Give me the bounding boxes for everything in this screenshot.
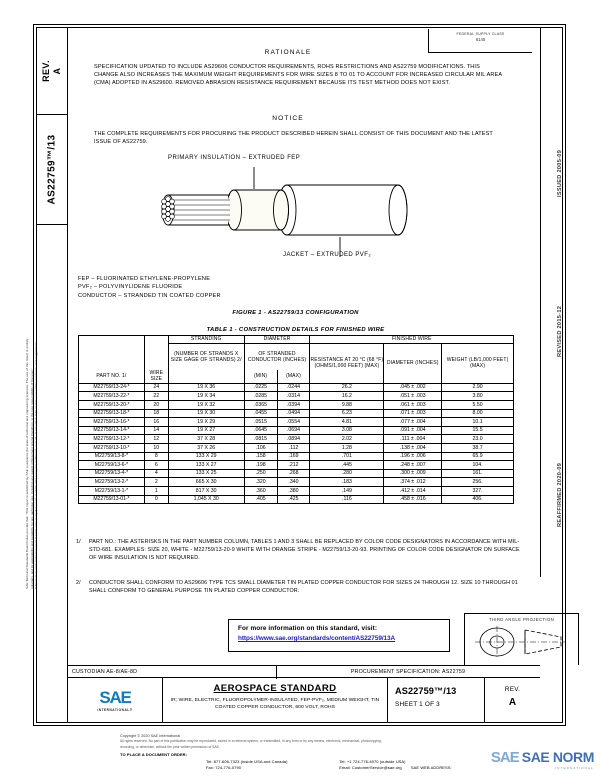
cell-part-no: M22759/13-1-* xyxy=(79,486,145,495)
standard-number: AS22759™/13 xyxy=(395,686,457,696)
table-row xyxy=(79,443,514,452)
watermark-subtitle: INTERNATIONAL xyxy=(555,766,594,770)
th-wire-size-spacer xyxy=(144,336,168,371)
cell-diameter-min: .106 xyxy=(244,443,277,452)
cell-weight: 5.50 xyxy=(442,401,514,410)
cell-wire-size: 12 xyxy=(144,435,168,444)
left-tab-column xyxy=(36,27,68,723)
cell-stranding: 133 X 29 xyxy=(168,452,244,461)
cell-diameter-min: .360 xyxy=(244,486,277,495)
th-diameter: OF STRANDED CONDUCTOR (INCHES) xyxy=(244,344,310,371)
cell-wire-size: 14 xyxy=(144,426,168,435)
order-web-label: SAE WEB ADDRESS: xyxy=(410,764,452,770)
cell-finished-diameter: .138 ± .004 xyxy=(384,443,442,452)
cell-wire-size: 18 xyxy=(144,409,168,418)
aerospace-standard-heading: AEROSPACE STANDARD xyxy=(213,683,337,694)
th-part-no: PART NO. 1/ xyxy=(79,370,145,383)
cell-wire-size: 22 xyxy=(144,392,168,401)
cell-wire-size: 24 xyxy=(144,383,168,392)
cell-wire-size: 4 xyxy=(144,469,168,478)
table-row xyxy=(79,409,514,418)
cell-weight: 256. xyxy=(442,478,514,487)
cell-part-no: M22759/13-4-* xyxy=(79,469,145,478)
cell-weight: 65.9 xyxy=(442,452,514,461)
fsc-value: 6145 xyxy=(475,37,486,42)
th-part-no-spacer xyxy=(79,336,145,371)
sheet-number: SHEET 1 OF 3 xyxy=(395,701,440,708)
rights-line-1: All rights reserved. No part of this publication may be reproduced, stored in a retrieval system, or transmitted, in any form or by any means, electronic, mechanical, photocopying, xyxy=(120,739,382,743)
cell-weight: 15.5 xyxy=(442,426,514,435)
cell-diameter-max: .0244 xyxy=(277,383,310,392)
cell-resistance: .149 xyxy=(310,486,384,495)
table-row xyxy=(79,486,514,495)
revision-value: A xyxy=(508,697,517,708)
cell-finished-diameter: .111 ± .004 xyxy=(384,435,442,444)
sae-logo-mark: SAE xyxy=(99,688,131,707)
cell-diameter-min: .0645 xyxy=(244,426,277,435)
cell-resistance: .116 xyxy=(310,495,384,504)
disclaimer-line-3: SAE reviews each technical report at least once every five years at which time it may be reaffirmed, revised, or cancelled. SAE invites your written comments and suggestions. xyxy=(34,341,39,589)
cell-diameter-min: .250 xyxy=(244,469,277,478)
custodian-label: CUSTODIAN AE-8/AE-8D xyxy=(72,668,138,675)
rationale-body: SPECIFICATION UPDATED TO INCLUDE AS29606 CONDUCTOR REQUIREMENTS, ROHS RESTRICTIONS AND AS22759 MODIFICATIONS. THIS CHANGE ALSO INCREASES THE MAXIMUM WEIGHT REQUIREMENTS FOR WIRE SIZES 8 TO 01 TO ACCOUNT FOR INCREASED CIRCULAR MIL AREA (CMA) ADOPTED IN AS29600. REMOVED ABRASION RESISTANCE REQUIREMENT BECAUSE ITS TEST METHOD DOES NOT EXIST. xyxy=(94,64,502,87)
more-information-label: For more information on this standard, visit: xyxy=(238,625,378,632)
cell-finished-diameter: .248 ± .007 xyxy=(384,461,442,470)
cell-diameter-min: .405 xyxy=(244,495,277,504)
watermark-mark: SAE xyxy=(490,749,519,766)
th-stranding: (NUMBER OF STRANDS X SIZE GAGE OF STRANDS) 2/ xyxy=(168,344,244,371)
cell-part-no: M22759/13-14-* xyxy=(79,426,145,435)
cell-stranding: 37 X 28 xyxy=(168,435,244,444)
cell-resistance: 9.88 xyxy=(310,401,384,410)
fsc-label: FEDERAL SUPPLY CLASS xyxy=(456,32,505,36)
cell-resistance: 26.2 xyxy=(310,383,384,392)
cell-weight: 8.00 xyxy=(442,409,514,418)
cell-diameter-min: .158 xyxy=(244,452,277,461)
cell-diameter-min: .0455 xyxy=(244,409,277,418)
figure-label-jacket: JACKET – EXTRUDED PVF₂ xyxy=(283,252,372,258)
third-angle-projection-label: THIRD ANGLE PROJECTION xyxy=(488,617,555,622)
table-row xyxy=(79,435,514,444)
aerospace-standard-subtitle: IR; WIRE, ELECTRIC, FLUOROPOLYMER-INSULATED, FEP-PVF₂, MEDIUM WEIGHT, TIN COATED COPPER CONDUCTOR, 600 VOLT, ROHS xyxy=(170,698,380,711)
th-wire-size: WIRE SIZE xyxy=(144,370,168,383)
cell-weight: 406. xyxy=(442,495,514,504)
cell-weight: 38.7 xyxy=(442,443,514,452)
cell-finished-diameter: .077 ± .004 xyxy=(384,418,442,427)
figure-caption: FIGURE 1 - AS22759/13 CONFIGURATION xyxy=(232,310,359,316)
cell-weight: 23.0 xyxy=(442,435,514,444)
revision-reaffirmed: REAFFIRMED 2020-09 xyxy=(557,462,563,527)
tab-rev-label: REV. xyxy=(40,59,51,82)
cell-weight: 2.90 xyxy=(442,383,514,392)
th-diameter-max: (MAX) xyxy=(277,370,310,383)
cell-stranding: 665 X 30 xyxy=(168,478,244,487)
cell-finished-diameter: .412 ± .014 xyxy=(384,486,442,495)
cell-resistance: .183 xyxy=(310,478,384,487)
standard-number-cell xyxy=(388,678,485,723)
cell-diameter-min: .0515 xyxy=(244,418,277,427)
footnote-1-text: PART NO.: THE ASTERISKS IN THE PART NUMBER COLUMN, TABLES 1 AND 3 SHALL BE REPLACED BY COLOR CODE DESIGNATORS IN ACCORDANCE WITH MIL-STD-681. EXAMPLES: SIZE 20, WHITE - M22759/13-20-9 WHITE WITH ORANGE STRIPE - M22759/13-20-93. PRINTING OF COLOR CODE DESIGNATOR ON SURFACE OF WIRE INSULATION IS NOT REQUIRED. xyxy=(89,539,520,561)
table-construction-details xyxy=(78,335,514,504)
more-information-box xyxy=(228,619,450,652)
tab-part-number xyxy=(36,115,68,225)
cell-diameter-min: .0815 xyxy=(244,435,277,444)
cell-weight: 327. xyxy=(442,486,514,495)
cell-weight: 104. xyxy=(442,461,514,470)
figure-wire-configuration xyxy=(68,155,540,333)
rights-line-2: recording, or otherwise, without the prior written permission of SAE. xyxy=(120,744,220,749)
figure-label-primary-insulation: PRIMARY INSULATION – EXTRUDED FEP xyxy=(168,155,301,161)
table-row xyxy=(79,461,514,470)
cell-diameter-min: .0225 xyxy=(244,383,277,392)
cell-stranding: 19 X 34 xyxy=(168,392,244,401)
cell-resistance: 3.08 xyxy=(310,426,384,435)
table-row xyxy=(79,383,514,392)
order-email: Email: CustomerService@sae.org xyxy=(339,764,402,770)
cell-diameter-max: .169 xyxy=(277,452,310,461)
cell-stranding: 19 X 32 xyxy=(168,401,244,410)
table-row xyxy=(79,418,514,427)
cell-weight: 3.80 xyxy=(442,392,514,401)
cell-wire-size: 6 xyxy=(144,461,168,470)
cell-finished-diameter: .051 ± .003 xyxy=(384,392,442,401)
cell-wire-size: 1 xyxy=(144,486,168,495)
cell-stranding: 133 X 25 xyxy=(168,469,244,478)
cell-stranding: 19 X 30 xyxy=(168,409,244,418)
tab-part-number-text: AS22759™/13 xyxy=(46,134,58,205)
cell-diameter-min: .0285 xyxy=(244,392,277,401)
cell-part-no: M22759/13-24-* xyxy=(79,383,145,392)
notice-heading: NOTICE xyxy=(272,115,304,122)
cell-diameter-max: .212 xyxy=(277,461,310,470)
th-fw-diameter: DIAMETER (INCHES) xyxy=(384,344,442,384)
legend-item-conductor: CONDUCTOR – STRANDED TIN COATED COPPER xyxy=(78,292,221,299)
cell-stranding: 1,045 X 30 xyxy=(168,495,244,504)
footnote-1 xyxy=(76,539,528,563)
cell-resistance: .445 xyxy=(310,461,384,470)
cell-weight: 161. xyxy=(442,469,514,478)
cell-part-no: M22759/13-22-* xyxy=(79,392,145,401)
table-caption: TABLE 1 - CONSTRUCTION DETAILS FOR FINISHED WIRE xyxy=(206,327,385,333)
tab-rev-value: A xyxy=(51,67,62,74)
title-block xyxy=(68,665,540,723)
cell-finished-diameter: .374 ± .012 xyxy=(384,478,442,487)
copyright-line: Copyright © 2020 SAE International xyxy=(120,734,181,738)
procurement-spec-label: PROCUREMENT SPECIFICATION: AS22759 xyxy=(350,668,466,675)
cell-resistance: .280 xyxy=(310,469,384,478)
cell-diameter-max: .112 xyxy=(277,443,310,452)
table-row xyxy=(79,452,514,461)
footnote-1-number: 1/ xyxy=(76,539,81,545)
cell-diameter-max: .0694 xyxy=(277,426,310,435)
table-row xyxy=(79,392,514,401)
cell-part-no: M22759/13-18-* xyxy=(79,409,145,418)
order-tel-usa: Tel: 877-606-7323 (inside USA and Canada) xyxy=(206,758,288,764)
cell-resistance: 16.2 xyxy=(310,392,384,401)
legend-item-pvf2: PVF₂ – POLYVINYLIDENE FLUORIDE xyxy=(78,284,183,291)
title-block-row-lower xyxy=(68,678,540,723)
order-info xyxy=(120,752,480,771)
cell-stranding: 817 X 30 xyxy=(168,486,244,495)
cell-part-no: M22759/13-8-* xyxy=(79,452,145,461)
table-row xyxy=(79,401,514,410)
third-angle-projection-symbol xyxy=(465,622,578,660)
th-resistance: RESISTANCE AT 20 °C (68 °F) (OHMS/1,000 FEET) (MAX) xyxy=(310,344,384,384)
tab-revision xyxy=(36,27,68,115)
cell-finished-diameter: .061 ± .003 xyxy=(384,401,442,410)
disclaimer-line-1: SAE Technical Standards Board Rules provide that: “This report is published by SAE to advance the state of technical and engineering sciences. The use of this report is entirely xyxy=(25,338,30,589)
sae-logo-subtitle: INTERNATIONAL® xyxy=(97,708,133,712)
cell-wire-size: 0 xyxy=(144,495,168,504)
cell-wire-size: 2 xyxy=(144,478,168,487)
th-stranding-cont xyxy=(168,370,244,383)
cell-diameter-max: .380 xyxy=(277,486,310,495)
watermark-text: SAE NORM xyxy=(521,749,594,765)
cell-finished-diameter: .300 ± .009 xyxy=(384,469,442,478)
cell-resistance: 4.81 xyxy=(310,418,384,427)
th-group-stranding: STRANDING xyxy=(168,336,244,344)
cell-part-no: M22759/13-10-* xyxy=(79,443,145,452)
notice-body: THE COMPLETE REQUIREMENTS FOR PROCURING THE PRODUCT DESCRIBED HEREIN SHALL CONSIST OF THIS DOCUMENT AND THE LATEST ISSUE OF AS22759. xyxy=(94,131,493,146)
revision-cell xyxy=(485,678,540,723)
th-group-diameter: DIAMETER xyxy=(244,336,310,344)
table-row xyxy=(79,478,514,487)
cell-diameter-max: .340 xyxy=(277,478,310,487)
th-group-finished-wire: FINISHED WIRE xyxy=(310,336,514,344)
cell-diameter-max: .0894 xyxy=(277,435,310,444)
cell-part-no: M22759/13-2-* xyxy=(79,478,145,487)
revision-issued: ISSUED 2005-09 xyxy=(557,149,563,197)
cell-resistance: 6.23 xyxy=(310,409,384,418)
cell-wire-size: 16 xyxy=(144,418,168,427)
order-label: TO PLACE A DOCUMENT ORDER: xyxy=(120,752,188,758)
cell-weight: 10.1 xyxy=(442,418,514,427)
cell-stranding: 133 X 27 xyxy=(168,461,244,470)
cell-finished-diameter: .071 ± .003 xyxy=(384,409,442,418)
rationale-heading: RATIONALE xyxy=(264,49,312,56)
cell-resistance: 1.28 xyxy=(310,443,384,452)
order-tel-intl: Tel: +1 724-776-4970 (outside USA) xyxy=(339,758,406,764)
sae-logo xyxy=(84,689,146,712)
cell-wire-size: 8 xyxy=(144,452,168,461)
th-weight: WEIGHT (LB/1,000 FEET) (MAX) xyxy=(442,344,514,384)
order-fax: Fax: 724-776-0790 xyxy=(206,764,242,770)
wire-cutaway-drawing xyxy=(68,163,540,283)
table-row xyxy=(79,495,514,504)
standard-url-link[interactable]: https://www.sae.org/standards/content/AS22759/13A xyxy=(238,635,396,642)
cell-part-no: M22759/13-01-* xyxy=(79,495,145,504)
disclaimer-line-2: voluntary, and its applicability and suitability for any particular use, including any patent infringement arising therefrom, is the sole responsibility of the user.” xyxy=(29,368,34,589)
cell-stranding: 19 X 29 xyxy=(168,418,244,427)
cell-diameter-min: .198 xyxy=(244,461,277,470)
cell-stranding: 19 X 36 xyxy=(168,383,244,392)
footnote-2-number: 2/ xyxy=(76,580,81,586)
cell-part-no: M22759/13-12-* xyxy=(79,435,145,444)
table-row xyxy=(79,426,514,435)
th-diameter-min: (MIN) xyxy=(244,370,277,383)
standard-title-cell xyxy=(163,678,388,723)
cell-finished-diameter: .196 ± .006 xyxy=(384,452,442,461)
copyright-footer xyxy=(120,734,480,771)
table-row xyxy=(79,469,514,478)
footnote-2-text: CONDUCTOR SHALL CONFORM TO AS29606 TYPE TCS SMALL DIAMETER TIN PLATED COPPER CONDUCTOR FOR SIZES 24 THROUGH 12. SIZE 10 THROUGH 01 SHALL CONFORM TO GENERAL PURPOSE TIN PLATED COPPER CONDUCTOR. xyxy=(89,580,518,594)
cell-stranding: 19 X 27 xyxy=(168,426,244,435)
revision-revised: REVISED 2015-12 xyxy=(557,305,563,357)
cell-stranding: 37 X 26 xyxy=(168,443,244,452)
document-content xyxy=(68,27,555,723)
figure-legend xyxy=(78,275,221,300)
cell-part-no: M22759/13-16-* xyxy=(79,418,145,427)
cell-finished-diameter: .045 ± .002 xyxy=(384,383,442,392)
cell-wire-size: 20 xyxy=(144,401,168,410)
cell-finished-diameter: .458 ± .016 xyxy=(384,495,442,504)
cell-diameter-max: .0494 xyxy=(277,409,310,418)
cell-diameter-max: .0554 xyxy=(277,418,310,427)
sae-norm-watermark xyxy=(486,750,594,770)
tab-blank-area xyxy=(36,225,68,723)
third-angle-projection-box xyxy=(464,613,579,665)
revision-label: REV. xyxy=(504,686,521,693)
cell-diameter-max: .425 xyxy=(277,495,310,504)
cell-part-no: M22759/13-20-* xyxy=(79,401,145,410)
cell-resistance: .701 xyxy=(310,452,384,461)
sae-logo-cell xyxy=(68,678,163,723)
title-block-row-upper xyxy=(68,665,540,678)
footnote-2 xyxy=(76,580,528,596)
cell-finished-diameter: .091 ± .004 xyxy=(384,426,442,435)
revision-history-strip xyxy=(540,27,563,577)
cell-wire-size: 10 xyxy=(144,443,168,452)
cell-diameter-max: .0314 xyxy=(277,392,310,401)
cell-diameter-min: .0365 xyxy=(244,401,277,410)
cell-diameter-min: .320 xyxy=(244,478,277,487)
cell-diameter-max: .268 xyxy=(277,469,310,478)
legend-item-fep: FEP – FLUORINATED ETHYLENE-PROPYLENE xyxy=(78,276,211,282)
table-body xyxy=(79,383,514,503)
cell-part-no: M22759/13-6-* xyxy=(79,461,145,470)
cell-resistance: 2.02 xyxy=(310,435,384,444)
cell-diameter-max: .0394 xyxy=(277,401,310,410)
